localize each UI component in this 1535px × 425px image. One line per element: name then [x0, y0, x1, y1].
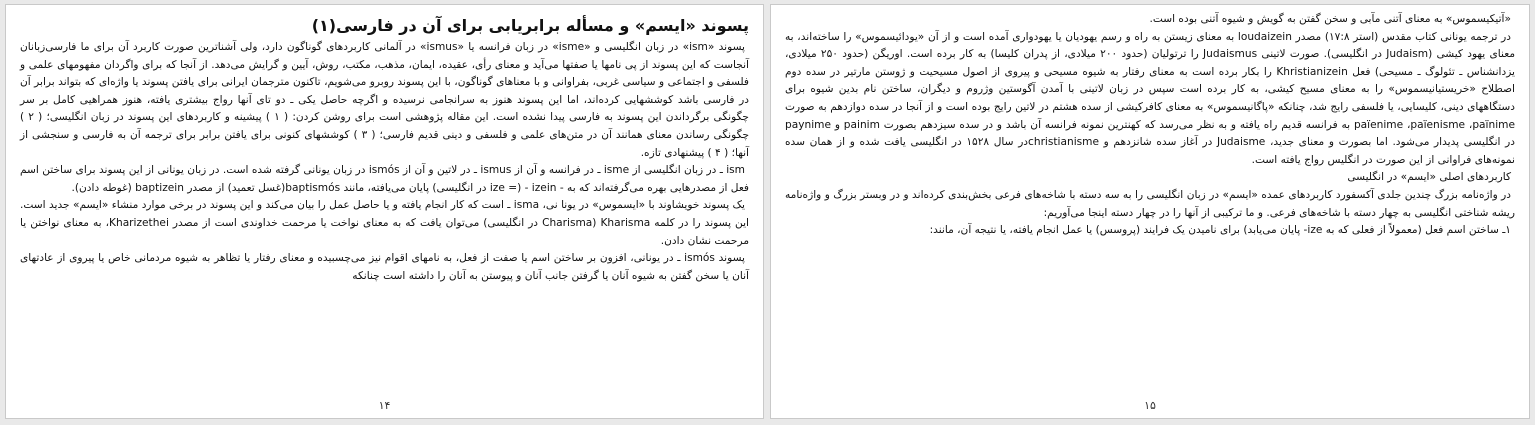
- list-item-1: ۱ـ ساختن اسم فعل (معمولاً از فعلی که به ize‐ پایان می‌یابد) برای نامیدن یک فرایند (پروسس) یا عمل انجام یافته، یا نتیجه آن، مانند:: [929, 224, 1511, 237]
- paragraph-intro: پسوند «ism» در زبان انگلیسی و «isme» در زبان فرانسه یا «ismus» در آلمانی کاربردهای گوناگون دارد، ولی آشناترین صورت کاربرد آن برای ما فارسی‌زبانان آنجاست که این پسوند از پی نامها یا صفتها می‌آید و معنای رأی، عقیده، ایمان، مذهب، مکتب، روش، آیین و گرایش می‌دهد. از آنجا که برای واگردان مفهومهای علمی و فلسفی و اجتماعی و سیاسی غربی، بفراوانی و با معناهای گوناگون، با این پسوند روبرو می‌شویم، تاکنون مترجمان ایرانی برای یافتن پسوند یا واژه‌ای که بتواند برابر آن در فارسی باشد کوششهایی کرده‌اند، اما این پسوند هنوز به سرانجامی نرسیده و اگرچه حاصل یکی ـ دو تای آنها رواج بیشتری یافته، هنوز همراهیی کامل بر سر چگونگی برگرداندن این پسوند به فارسی پیدا نشده است. این مقاله پژوهشی است برای روشن کردن: ( ۱ ) پیشینه و کاربردهای این پسوند در زبان انگلیسی؛ ( ۲ ) چگونگی رساندن معنای همانند آن در متن‌های علمی و فلسفی و دینی قدیم فارسی؛ ( ۳ ) کوششهای کنونی برای یافتن برابر برای ترجمه آن به فارسی و سنجشی از آنها؛ ( ۴ ) پیشنهادی تازه.: [20, 41, 749, 159]
- section-heading-main-uses: کاربردهای اصلی «ایسم» در انگلیسی: [1347, 171, 1511, 184]
- paragraph-ismos: پسوند ismós ـ در یونانی، افزون بر ساختن اسم یا صفت از فعل، به نامهای اقوام نیز می‌چسبیده و معنای رفتار یا تظاهر به شیوه مردمانی خاص یا پیروی از عادتهای آنان یا سخن گفتن به شیوه آنان یا گرفتن جانب آنان و پیوستن به آنان را داشته است چنانکه: [20, 252, 749, 282]
- page-number: ۱۵: [1144, 399, 1156, 412]
- paragraph-bible-translation: در ترجمه یونانی کتاب مقدس (استر ۱۷:۸) مصدر loudaizein به معنای زیستن به راه و رسم یهودیان یا یهودواری آمده است و از آن «یودائیسموس» را ساخته‌اند، به معنای یهود کیشی (Judaism در انگلیسی). صورت لاتینی Judaismus را ترتولیان (حدود ۲۰۰ میلادی، از پدران کلیسا) به کار برده است. اوریگن (حدود ۲۵۰ میلادی، یزدانشناس ـ تئولوگ ـ مسیحی) فعل Khristianizein را بکار برده است به معنای رفتار به شیوه مسیحی و پیروی از اصول مسیحیت و ژوستن مارتیر در سده دوم اصطلاح «خریستیانیسموس» را به معنای مسیح کیشی، به کار برده است سپس در زبان لاتینی با آمدن آگوستین وژروم و دیگران، ساختن نام بدین شیوه برای دستگاههای دینی، کلیسایی، یا فلسفی رایج شد، چنانکه «پاگانیسموس» به معنای کافرکیشی از سده هشتم در لاتین رایج بوده است و از آنجا در سده دوازدهم به صورت païenime ،païenisme ،païnime به فرانسه قدیم راه یافته و به نظر می‌رسد که کهنترین نمونه فرانسه آن باشد و در سده سیزدهم بصورت painim و paynime در انگلیسی پدیدار می‌شود. اما بصورت و معنای جدید، Judaisme در آغاز سده شانزدهم و christianismeدر سال ۱۵۲۸ در انگلیسی یافت شده و از همان سده نمونه‌های فراوانی از این صورت در انگلیس رواج یافته است.: [785, 30, 1516, 166]
- paragraph-oxford-dictionary: در واژه‌نامه بزرگ چندین جلدی آکسفورد کاربردهای عمده «ایسم» در زبان انگلیسی را به سه دسته با شاخه‌های فرعی بخش‌بندی کرده‌اند و در وبستر بزرگ و واژه‌نامه ریشه شناختی انگلیسی به چهار دسته با شاخه‌های فرعی. و ما ترکیبی از آنها را در چهار دسته اینجا می‌آوریم:: [785, 188, 1515, 219]
- page-14-body: [20, 39, 749, 285]
- page-15: [770, 4, 1530, 419]
- paragraph-etymology: ism ـ در زبان انگلیسی از isme ـ در فرانسه و آن از ismus ـ در لاتین و آن از ismós در زبان یونانی گرفته شده است. در زبان یونانی از این پسوند برای ساختن اسم فعل از مصدرهایی بهره می‌گرفته‌اند که به ‐ izein ‐ (= ize در انگلیسی) پایان می‌یافته، مانند baptismós(غسل تعمید) از مصدر baptizein (غوطه دادن).: [20, 164, 749, 194]
- page-14: [5, 4, 764, 419]
- page-15-body: [785, 11, 1515, 240]
- paragraph-atticism: «آتیکیسموس» به معنای آتنی مآبی و سخن گفتن به گویش و شیوه آتنی بوده است.: [1149, 13, 1511, 25]
- article-title: پسوند «ایسم» و مسأله برابریابی برای آن در فارسی(۱): [311, 16, 749, 35]
- page-number: ۱۴: [378, 399, 391, 412]
- paragraph-isma: یک پسوند خویشاوند با «ایسموس» در یونا نی، isma ـ است که کار انجام یافته و یا حاصل عمل را بیان می‌کند و این پسوند در برخی موارد منشاء «ایسم» جدید است. این پسوند را در کلمه Kharisma (Charisma در انگلیسی) می‌توان یافت که به معنای نواخت یا مرحمت خداوندی است از مصدر Kharizethei، به معنای نواختن یا مرحمت نشان دادن.: [20, 199, 749, 247]
